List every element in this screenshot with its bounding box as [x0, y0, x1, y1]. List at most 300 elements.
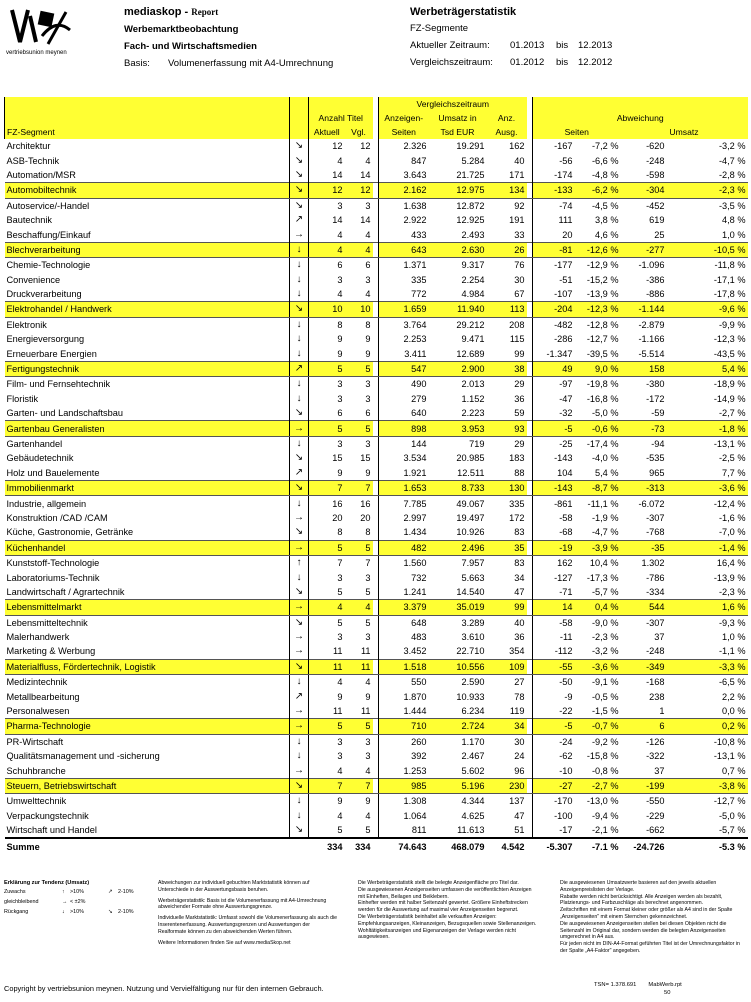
diff-revenue: -452	[646, 200, 665, 211]
diff-pages: -25	[533, 436, 575, 451]
issues: 137	[509, 796, 525, 807]
titles-compare: 3	[365, 379, 371, 390]
notes-column-2: Die Werbeträgerstatistik stellt die belegte Anzeigenfläche pro Titel dar. Die ausgewiesenen Anzeigenseiten umfassen die veröffentlichten Anzeigen mit Einheften, Beilagen und Beiklebern. Einhefter werden mit halber Seitenzahl gewertet. Größere Einheftstrecken werden für die Auswertung auf maximal vier Anzeigenseiten begrenzt. Die Werbeträgerstatistik beinhaltet alle verkauften Anzeigen: Empfehlungsanzeigen, Kleinanzeigen, Bezugsquellen sowie Stellenanzeigen. Wohltätigkeitsanzeigen und Eigenanzeigen der Verlage werden nicht ausgewiesen.	[358, 880, 537, 941]
th-umsatz-abw: Umsatz	[621, 125, 748, 139]
titles-current: 11	[309, 659, 345, 674]
segment-name: Kunststoff-Technologie	[6, 558, 100, 569]
th-vgl: Vgl.	[345, 125, 373, 139]
ad-pages: 1.653	[379, 480, 429, 495]
arrow-up-icon: ↑	[62, 889, 65, 895]
segment-name: ASB-Technik	[6, 155, 60, 166]
diff-revenue-pct: -3,2 %	[718, 141, 746, 152]
tendency-arrow-icon: ↘	[290, 183, 309, 198]
diff-revenue-pct: -10,8 %	[713, 736, 746, 747]
revenue: 9.317	[461, 260, 485, 271]
diff-revenue: -126	[646, 736, 665, 747]
titles-current: 11	[309, 704, 345, 719]
titles-compare: 4	[365, 289, 371, 300]
diff-pages: -22	[533, 704, 575, 719]
tendency-arrow-icon: ↓	[290, 570, 309, 584]
diff-revenue: 158	[621, 361, 667, 376]
table-row	[5, 302, 748, 317]
ad-pages: 1.921	[379, 466, 429, 481]
titles-current: 5	[309, 421, 345, 436]
tendency-arrow-icon: ↘	[290, 451, 309, 465]
diff-pages-pct: -4,5 %	[591, 200, 619, 211]
diff-pages-pct: 0,4 %	[575, 600, 621, 615]
summe-umsatz: 468.079	[429, 838, 487, 853]
diff-pages: -143	[533, 451, 575, 465]
diff-revenue: -307	[646, 512, 665, 523]
revenue: 4.625	[461, 810, 485, 821]
ad-pages: 2.922	[379, 213, 429, 227]
titles-compare: 3	[365, 751, 371, 762]
titles-current: 3	[309, 734, 345, 749]
segment-name: Lebensmittelmarkt	[5, 600, 290, 615]
table-row	[5, 689, 748, 703]
diff-revenue-pct: -12,4 %	[713, 498, 746, 509]
diff-pages-pct: -9,1 %	[591, 677, 619, 688]
diff-pages: -81	[533, 242, 575, 257]
diff-pages-pct: -15,8 %	[586, 751, 619, 762]
tendency-arrow-icon: →	[290, 719, 309, 734]
diff-pages-pct: -19,8 %	[586, 379, 619, 390]
table-row	[5, 242, 748, 257]
diff-pages: -9	[533, 689, 575, 703]
titles-current: 4	[309, 242, 345, 257]
summe-diff-umsatz-pct: -5.3 %	[667, 838, 748, 853]
diff-revenue: -662	[646, 825, 665, 836]
revenue: 2.900	[429, 361, 487, 376]
titles-compare: 16	[360, 498, 371, 509]
tendency-arrow-icon: →	[290, 704, 309, 719]
table-row	[5, 213, 748, 227]
diff-pages: -286	[533, 332, 575, 346]
segment-name: Pharma-Technologie	[5, 719, 290, 734]
issues: 26	[487, 242, 527, 257]
diff-pages: -58	[533, 511, 575, 525]
tendency-arrow-icon: ↓	[290, 346, 309, 361]
ad-pages: 898	[379, 421, 429, 436]
segment-name: Industrie, allgemein	[6, 498, 87, 509]
header-row-2	[5, 111, 748, 125]
diff-revenue: -380	[646, 379, 665, 390]
table-row	[5, 496, 748, 511]
table-row	[5, 525, 748, 540]
titles-compare: 7	[345, 480, 373, 495]
diff-pages: -10	[533, 763, 575, 778]
table-row	[5, 332, 748, 346]
diff-pages: -1.347	[533, 346, 575, 361]
titles-compare: 11	[360, 706, 371, 717]
titles-compare: 3	[365, 200, 371, 211]
diff-revenue: -535	[646, 453, 665, 464]
table-row	[5, 763, 748, 778]
diff-pages: -50	[533, 675, 575, 690]
diff-pages-pct: 9,0 %	[575, 361, 621, 376]
diff-pages-pct: -5,7 %	[591, 586, 619, 597]
summe-aktuell: 334	[309, 838, 345, 853]
revenue: 2.496	[429, 540, 487, 555]
diff-revenue-pct: -43,5 %	[713, 348, 746, 359]
table-row	[5, 823, 748, 838]
diff-revenue: -168	[646, 677, 665, 688]
diff-revenue: -768	[646, 527, 665, 538]
titles-current: 9	[309, 466, 345, 481]
titles-compare: 20	[360, 512, 371, 523]
issues: 99	[514, 348, 525, 359]
segment-name: Automobiltechnik	[5, 183, 290, 198]
diff-pages: -167	[533, 139, 575, 153]
diff-revenue: -94	[651, 439, 665, 449]
segment-name: Gebäudetechnik	[6, 453, 74, 464]
titles-compare: 12	[345, 183, 373, 198]
segment-name: Autoservice/-Handel	[6, 200, 90, 211]
ad-pages: 482	[379, 540, 429, 555]
diff-revenue: -304	[621, 183, 667, 198]
ad-pages: 643	[379, 242, 429, 257]
titles-current: 9	[309, 794, 345, 809]
diff-revenue-pct: -18,9 %	[713, 379, 746, 390]
tendency-arrow-icon: ↗	[290, 361, 309, 376]
table-row	[5, 794, 748, 809]
revenue: 12.689	[456, 348, 485, 359]
revenue: 5.602	[461, 765, 485, 776]
issues: 36	[514, 393, 525, 404]
th-anz: Anz.	[487, 111, 527, 125]
diff-pages: -97	[533, 377, 575, 392]
issues: 171	[509, 169, 525, 180]
revenue: 719	[469, 439, 485, 449]
issues: 93	[487, 421, 527, 436]
diff-pages: -68	[533, 525, 575, 540]
tendency-arrow-icon: ↘	[290, 525, 309, 540]
diff-pages: -133	[533, 183, 575, 198]
tendency-arrow-icon: ↗	[290, 689, 309, 703]
diff-revenue: 238	[649, 691, 665, 702]
issues: 183	[509, 453, 525, 464]
tendency-arrow-icon: ↘	[290, 823, 309, 838]
tendency-arrow-icon: ↘	[290, 585, 309, 600]
revenue: 21.725	[456, 169, 485, 180]
titles-compare: 12	[360, 141, 371, 152]
th-tsd: Tsd EUR	[429, 125, 487, 139]
segment-name: Personalwesen	[6, 706, 70, 717]
tendency-arrow-icon: ↗	[290, 466, 309, 481]
segment-name: Schuhbranche	[6, 765, 66, 776]
diff-revenue: -5.514	[638, 348, 665, 359]
titles-compare: 9	[365, 334, 371, 345]
tendency-arrow-icon: ↘	[290, 406, 309, 421]
revenue: 4.344	[461, 796, 485, 807]
arrow-up-right-icon: ↗	[108, 889, 113, 895]
revenue: 11.613	[457, 825, 485, 836]
titles-compare: 11	[360, 646, 371, 657]
diff-revenue: -1.144	[621, 302, 667, 317]
segment-name: Steuern, Betriebswirtschaft	[5, 778, 290, 793]
page-number: 50	[664, 990, 671, 996]
header-line-1: Werbemarktbeobachtung	[124, 24, 239, 35]
segment-name: Druckverarbeitung	[6, 289, 82, 300]
revenue: 19.291	[456, 141, 485, 152]
arrow-down-icon: ↓	[62, 909, 65, 915]
table-row	[5, 227, 748, 242]
diff-revenue-pct: 0,7 %	[722, 765, 746, 776]
ad-pages: 2.162	[379, 183, 429, 198]
diff-revenue-pct: -1,1 %	[718, 646, 746, 657]
diff-revenue: -620	[646, 141, 665, 152]
issues: 191	[509, 215, 525, 226]
issues: 24	[514, 751, 525, 762]
diff-revenue-pct: -7,0 %	[718, 527, 746, 538]
segment-name: Erneuerbare Energien	[6, 348, 97, 359]
diff-pages: -127	[533, 570, 575, 584]
diff-revenue-pct: -5,0 %	[718, 810, 746, 821]
revenue: 2.013	[461, 379, 485, 390]
compare-period: Vergleichszeitraum: 01.2012 bis 12.2012	[410, 57, 613, 68]
diff-pages-pct: -15,2 %	[586, 274, 619, 285]
diff-revenue: -550	[646, 796, 665, 807]
revenue: 10.926	[456, 527, 485, 538]
ad-pages: 1.064	[379, 809, 429, 823]
th-vergleich: Vergleichszeitraum	[379, 97, 527, 111]
tendency-arrow-icon: →	[290, 540, 309, 555]
diff-pages: -11	[533, 630, 575, 644]
segment-name: Film- und Fernsehtechnik	[6, 379, 111, 390]
diff-pages: -27	[533, 778, 575, 793]
tendency-arrow-icon: ↓	[290, 436, 309, 451]
titles-current: 4	[309, 287, 345, 302]
titles-current: 5	[309, 615, 345, 630]
titles-compare: 9	[365, 348, 371, 359]
footer-ids: TSN= 1.378.691 MabWerb.rpt	[594, 982, 682, 988]
diff-pages-pct: -12,7 %	[586, 334, 619, 345]
tendency-arrow-icon: ↘	[290, 139, 309, 153]
diff-revenue: 1.302	[641, 558, 665, 569]
table-row	[5, 600, 748, 615]
diff-revenue-pct: -2,7 %	[718, 408, 746, 419]
ad-pages: 985	[379, 778, 429, 793]
issues: 134	[487, 183, 527, 198]
diff-revenue: 25	[654, 229, 665, 240]
diff-revenue-pct: 4,8 %	[722, 215, 746, 226]
issues: 230	[487, 778, 527, 793]
tendency-arrow-icon: ↘	[290, 659, 309, 674]
diff-revenue-pct: -13,1 %	[713, 439, 746, 449]
tendency-arrow-icon: ↓	[290, 809, 309, 823]
tendency-arrow-icon: ↓	[290, 317, 309, 332]
titles-current: 12	[309, 139, 345, 153]
diff-revenue: 6	[621, 719, 667, 734]
tendency-arrow-icon: →	[290, 763, 309, 778]
titles-current: 5	[309, 540, 345, 555]
diff-revenue: 619	[649, 215, 665, 226]
revenue: 2.493	[461, 229, 485, 240]
ad-pages: 550	[379, 675, 429, 690]
diff-revenue-pct: 2,2 %	[722, 691, 746, 702]
report-title: Werbeträgerstatistik	[410, 6, 517, 18]
table-row	[5, 511, 748, 525]
diff-revenue: 965	[649, 467, 665, 478]
table-row	[5, 346, 748, 361]
diff-pages: -170	[533, 794, 575, 809]
segment-name: Bautechnik	[6, 215, 52, 226]
ad-pages: 2.253	[379, 332, 429, 346]
diff-revenue-pct: -3,8 %	[667, 778, 748, 793]
revenue: 12.975	[429, 183, 487, 198]
segment-name: Verpackungstechnik	[6, 810, 89, 821]
revenue: 14.540	[456, 586, 485, 597]
diff-revenue: -248	[646, 155, 665, 166]
titles-compare: 7	[365, 558, 371, 569]
tendency-arrow-icon: ↘	[290, 302, 309, 317]
diff-pages-pct: -39,5 %	[586, 348, 619, 359]
titles-current: 3	[309, 392, 345, 406]
revenue: 3.953	[429, 421, 487, 436]
segment-name: Elektrohandel / Handwerk	[5, 302, 290, 317]
titles-current: 14	[309, 213, 345, 227]
diff-revenue-pct: -13,9 %	[713, 572, 746, 583]
revenue: 1.170	[461, 736, 485, 747]
table-row	[5, 719, 748, 734]
diff-revenue: -35	[621, 540, 667, 555]
titles-compare: 4	[345, 600, 373, 615]
titles-current: 3	[309, 273, 345, 287]
diff-revenue: -334	[646, 586, 665, 597]
tendency-arrow-icon: →	[290, 630, 309, 644]
copyright: Copyright by vertriebsunion meynen. Nutzung und Vervielfältigung nur für den internen Gebrauch.	[4, 984, 324, 993]
diff-pages-pct: -5,0 %	[591, 408, 619, 419]
diff-revenue-pct: -10,5 %	[667, 242, 748, 257]
diff-pages-pct: -12,6 %	[575, 242, 621, 257]
titles-current: 15	[309, 451, 345, 465]
titles-compare: 8	[365, 527, 371, 538]
diff-revenue-pct: -9,3 %	[718, 617, 746, 628]
ad-pages: 3.534	[379, 451, 429, 465]
ad-pages: 648	[379, 615, 429, 630]
table-row	[5, 273, 748, 287]
diff-pages-pct: -2,7 %	[575, 778, 621, 793]
th-anzahl: Anzahl Titel	[309, 111, 373, 125]
arrow-right-icon: →	[62, 899, 68, 905]
diff-pages: -32	[533, 406, 575, 421]
diff-revenue: 37	[654, 632, 665, 643]
issues: 34	[487, 719, 527, 734]
revenue: 12.511	[457, 467, 485, 478]
segment-name: Automation/MSR	[6, 169, 76, 180]
ad-pages: 547	[379, 361, 429, 376]
diff-pages-pct: -11,1 %	[587, 498, 619, 509]
diff-pages-pct: -8,7 %	[575, 480, 621, 495]
diff-pages-pct: -4,8 %	[591, 169, 619, 180]
revenue: 9.471	[461, 334, 485, 345]
diff-revenue-pct: -3,5 %	[718, 200, 746, 211]
titles-current: 9	[309, 689, 345, 703]
tendency-arrow-icon: ↓	[290, 258, 309, 273]
diff-pages-pct: 5,4 %	[595, 467, 619, 478]
report-subtitle: FZ-Segmente	[410, 23, 469, 34]
titles-compare: 5	[345, 421, 373, 436]
titles-current: 7	[309, 555, 345, 570]
issues: 29	[514, 439, 525, 449]
titles-current: 20	[309, 511, 345, 525]
revenue: 2.724	[429, 719, 487, 734]
diff-revenue-pct: -12,7 %	[713, 796, 746, 807]
issues: 88	[514, 467, 525, 478]
issues: 27	[514, 677, 525, 688]
summe-diff-umsatz: -24.726	[621, 838, 667, 853]
ad-pages: 3.643	[379, 168, 429, 183]
table-row	[5, 809, 748, 823]
ad-pages: 2.326	[379, 139, 429, 153]
issues: 40	[514, 155, 525, 166]
revenue: 5.663	[461, 572, 485, 583]
issues: 67	[514, 289, 525, 300]
header-row-3	[5, 125, 748, 139]
ad-pages: 3.379	[379, 600, 429, 615]
titles-compare: 3	[365, 632, 371, 643]
table-row	[5, 555, 748, 570]
diff-revenue-pct: -9,6 %	[667, 302, 748, 317]
titles-compare: 14	[360, 215, 371, 226]
diff-pages: -5	[533, 719, 575, 734]
diff-revenue: -229	[646, 810, 665, 821]
table-row	[5, 778, 748, 793]
tendency-arrow-icon: ↓	[290, 496, 309, 511]
ad-pages: 640	[379, 406, 429, 421]
tendency-arrow-icon: ↘	[290, 778, 309, 793]
titles-current: 8	[309, 525, 345, 540]
ad-pages: 1.638	[379, 198, 429, 213]
diff-pages-pct: -3,6 %	[575, 659, 621, 674]
diff-pages-pct: -0,5 %	[591, 691, 619, 702]
table-row	[5, 377, 748, 392]
tendency-arrow-icon: ↓	[290, 377, 309, 392]
ad-pages: 7.785	[379, 496, 429, 511]
ad-pages: 260	[379, 734, 429, 749]
diff-pages-pct: -0,7 %	[575, 719, 621, 734]
diff-pages-pct: -4,7 %	[591, 527, 619, 538]
revenue: 5.196	[429, 778, 487, 793]
ad-pages: 1.253	[379, 763, 429, 778]
segment-name: Floristik	[6, 393, 39, 404]
table-row	[5, 406, 748, 421]
titles-current: 3	[309, 570, 345, 584]
issues: 115	[509, 334, 525, 345]
diff-revenue-pct: -13,1 %	[713, 751, 746, 762]
diff-revenue: 37	[654, 765, 665, 776]
diff-revenue: -1.096	[638, 260, 665, 271]
ad-pages: 483	[379, 630, 429, 644]
diff-revenue-pct: -2,5 %	[718, 453, 746, 464]
tendency-arrow-icon: ↓	[290, 794, 309, 809]
issues: 354	[509, 646, 525, 657]
segment-name: Laboratoriums-Technik	[6, 572, 100, 583]
diff-pages-pct: 10,4 %	[589, 558, 619, 569]
table-row	[5, 168, 748, 183]
issues: 335	[509, 498, 525, 509]
segment-name: Fertigungstechnik	[5, 361, 290, 376]
revenue: 5.284	[461, 155, 485, 166]
th-anzeigen: Anzeigen-	[379, 111, 429, 125]
segment-name: Medizintechnik	[6, 677, 68, 688]
table-row	[5, 317, 748, 332]
diff-pages: -861	[533, 496, 575, 511]
diff-pages-pct: -12,8 %	[586, 319, 619, 330]
diff-pages: 111	[533, 213, 575, 227]
ad-pages: 1.308	[379, 794, 429, 809]
ad-pages: 710	[379, 719, 429, 734]
